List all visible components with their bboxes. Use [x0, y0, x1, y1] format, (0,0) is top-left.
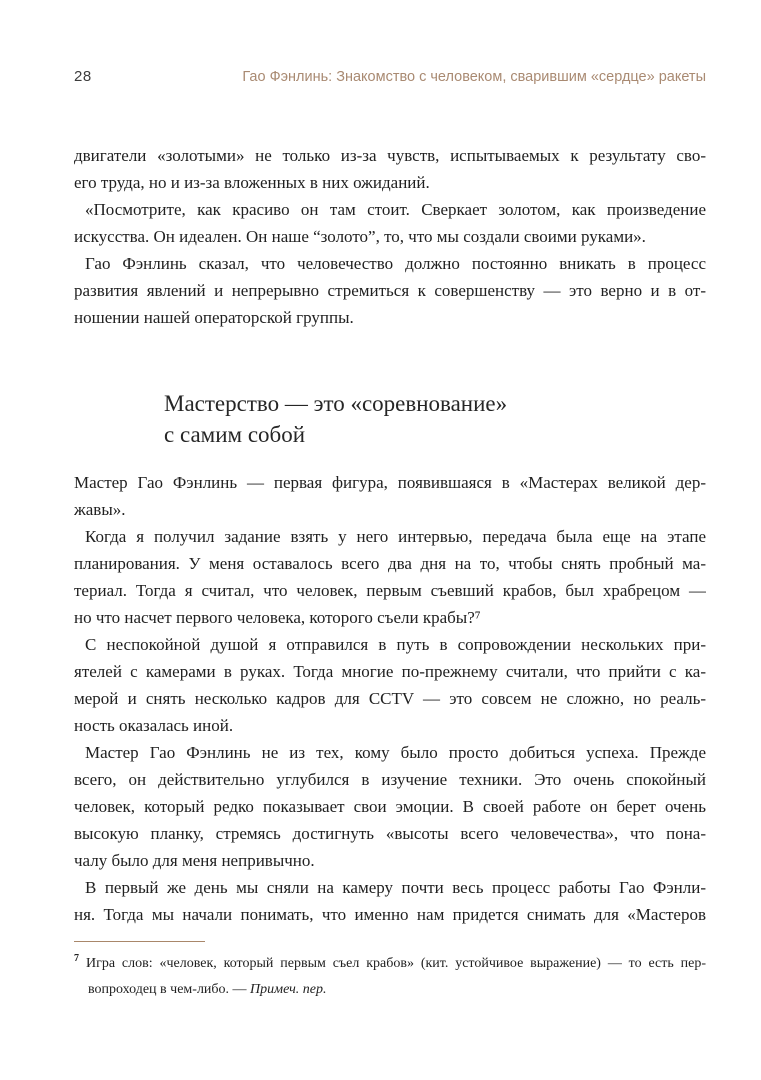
text-line: В первый же день мы сняли на камеру почти весь процесс работы Гао Фэнли- [85, 878, 706, 897]
text-line: териал. Тогда я считал, что человек, первым съевший крабов, был храбрецом — [74, 581, 706, 600]
footnote-separator-rule [74, 941, 205, 942]
text-line: всего, он действительно углубился в изучение техники. Это очень спокойный [74, 770, 706, 789]
text-line: Когда я получил задание взять у него интервью, передача была еще на этапе [85, 527, 706, 546]
paragraph [74, 739, 706, 874]
paragraph [74, 196, 706, 250]
text-line: высокую планку, стремясь достигнуть «высоты всего человечества», что пона- [74, 824, 706, 843]
footnote-text-continued: вопроходец в чем-либо. — [88, 982, 251, 997]
text-line: ность оказалась иной. [74, 716, 234, 735]
paragraph [74, 874, 706, 928]
footnote-text: Игра слов: «человек, который первым съел крабов» (кит. устойчивое выражение) — то есть пер- [86, 956, 706, 971]
footnote-translator-note: Примеч. пер. [250, 982, 327, 997]
text-line: мерой и снять несколько кадров для CCTV — это совсем не сложно, но реаль- [74, 689, 706, 708]
text-line: жавы». [74, 500, 126, 519]
text-line: искусства. Он идеален. Он наше “золото”, то, что мы создали своими руками». [74, 227, 646, 246]
paragraph [74, 631, 706, 739]
text-line: «Посмотрите, как красиво он там стоит. Сверкает золотом, как произведение [85, 200, 706, 219]
running-header-title: Гао Фэнлинь: Знакомство с человеком, сварившим «сердце» ракеты [242, 69, 706, 85]
paragraph [74, 523, 706, 631]
body-text-block-section [74, 469, 706, 928]
text-line: ношении нашей операторской группы. [74, 308, 354, 327]
text-line: ня. Тогда мы начали понимать, что именно нам придется снимать для «Мастеров [74, 905, 706, 924]
text-line: Мастер Гао Фэнлинь — первая фигура, появившаяся в «Мастерах великой дер- [74, 473, 706, 492]
text-line: ятелей с камерами в руках. Тогда многие по-прежнему считали, что прийти с ка- [74, 662, 706, 681]
text-line: планирования. У меня оставалось всего два дня на то, чтобы снять пробный ма- [74, 554, 706, 573]
section-heading-line-1: Мастерство — это «соревнование» [164, 391, 508, 416]
text-line: Мастер Гао Фэнлинь не из тех, кому было просто добиться успеха. Прежде [85, 743, 706, 762]
text-line: С неспокойной душой я отправился в путь в сопровождении нескольких при- [85, 635, 706, 654]
footnote-line-1 [74, 951, 706, 977]
text-line: но что насчет первого человека, которого съели крабы?⁷ [74, 608, 481, 627]
footnote-marker: 7 [74, 953, 79, 965]
section-heading-line-2: с самим собой [164, 422, 306, 447]
paragraph [74, 142, 706, 196]
text-line: человек, который редко показывает свои эмоции. В своей работе он берет очень [74, 797, 706, 816]
body-text-block-top [74, 142, 706, 331]
text-line: чалу было для меня непривычно. [74, 851, 315, 870]
section-heading [164, 388, 706, 450]
text-line: его труда, но и из-за вложенных в них ожиданий. [74, 173, 430, 192]
text-line: развития явлений и непрерывно стремиться к совершенству — это верно и в от- [74, 281, 706, 300]
footnote-line-2 [88, 977, 706, 1003]
running-header [74, 68, 706, 86]
paragraph [74, 250, 706, 331]
text-line: Гао Фэнлинь сказал, что человечество должно постоянно вникать в процесс [85, 254, 706, 273]
footnote-area [74, 941, 706, 1003]
page-number: 28 [74, 68, 92, 85]
text-line: двигатели «золотыми» не только из-за чувств, испытываемых к результату сво- [74, 146, 706, 165]
paragraph [74, 469, 706, 523]
